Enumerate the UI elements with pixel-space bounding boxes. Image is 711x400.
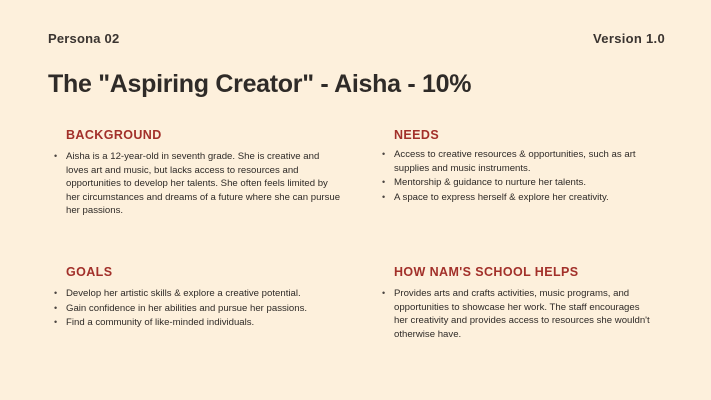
version-label: Version 1.0	[593, 31, 665, 46]
bullet-icon: •	[54, 317, 58, 327]
list-item-text: Develop her artistic skills & explore a creative potential.	[66, 288, 301, 299]
list-item-text: Gain confidence in her abilities and pursue her passions.	[66, 302, 308, 314]
page-title: The "Aspiring Creator" - Aisha - 10%	[48, 70, 472, 98]
list-item-text: A space to express herself & explore her creativity.	[394, 191, 609, 203]
list-item-text: Find a community of like-minded individuals.	[66, 317, 255, 328]
bullet-icon: •	[54, 151, 58, 161]
list-item	[382, 176, 642, 190]
list-item-text: Provides arts and crafts activities, music programs, and opportunities to showcase her work. The staff encourages her creativity and provides access to resources she wouldn't otherwise have.	[394, 288, 650, 340]
list-item	[382, 287, 652, 341]
persona-slide: Persona 02 Version 1.0 The "Aspiring Creator" - Aisha - 10% BACKGROUND • Aisha is a 12-year-old in seventh grade. She is creative and loves art and music, but lacks access to resources and opportunities to develop her talents. She often feels limited by her circumstances and dreams of a future where she can pursue her passions. NEEDS • Access to creative resources & opportunities, such as art supplies and music instruments. • Mentorship & guidance to nurture her talents. • A space to express herself & explore her creativity. GOALS • Develop her artistic skills & explore a creative potential. • Gain confidence in her abilities and pursue her passions. • Find a community of like-minded individuals. HOW NAM'S SCHOOL HELPS • Provides arts and crafts activities, music programs, and opportunities to showcase her work. The staff encourages her creativity and provides access to resources she wouldn't otherwise have.	[0, 0, 711, 400]
bullet-icon: •	[54, 302, 58, 313]
persona-label: Persona 02	[48, 31, 120, 46]
bullet-icon: •	[382, 149, 386, 159]
school-helps-list	[382, 287, 652, 341]
bullet-icon: •	[54, 288, 58, 298]
needs-list	[382, 148, 642, 204]
school-helps-heading: HOW NAM'S SCHOOL HELPS	[394, 265, 579, 279]
bullet-icon: •	[382, 288, 386, 298]
needs-heading: NEEDS	[394, 128, 440, 142]
list-item	[54, 287, 344, 301]
background-list	[54, 150, 344, 218]
list-item-text: Aisha is a 12-year-old in seventh grade. She is creative and loves art and music, but lacks access to resources and opportunities to develop her talents. She often feels limited by her circumstances and dreams of a future where she can pursue her passions.	[66, 151, 341, 216]
bullet-icon: •	[382, 191, 386, 202]
list-item-text: Mentorship & guidance to nurture her talents.	[394, 177, 586, 188]
list-item	[382, 148, 642, 175]
list-item	[54, 316, 344, 330]
school-helps-section	[382, 265, 652, 342]
bullet-icon: •	[382, 177, 386, 187]
list-item	[382, 191, 642, 205]
needs-section	[382, 128, 642, 205]
list-item	[54, 150, 344, 218]
list-item	[54, 302, 344, 316]
goals-heading: GOALS	[66, 265, 113, 279]
goals-section	[54, 265, 344, 331]
list-item-text: Access to creative resources & opportunities, such as art supplies and music instruments.	[394, 149, 636, 174]
goals-list	[54, 287, 344, 330]
